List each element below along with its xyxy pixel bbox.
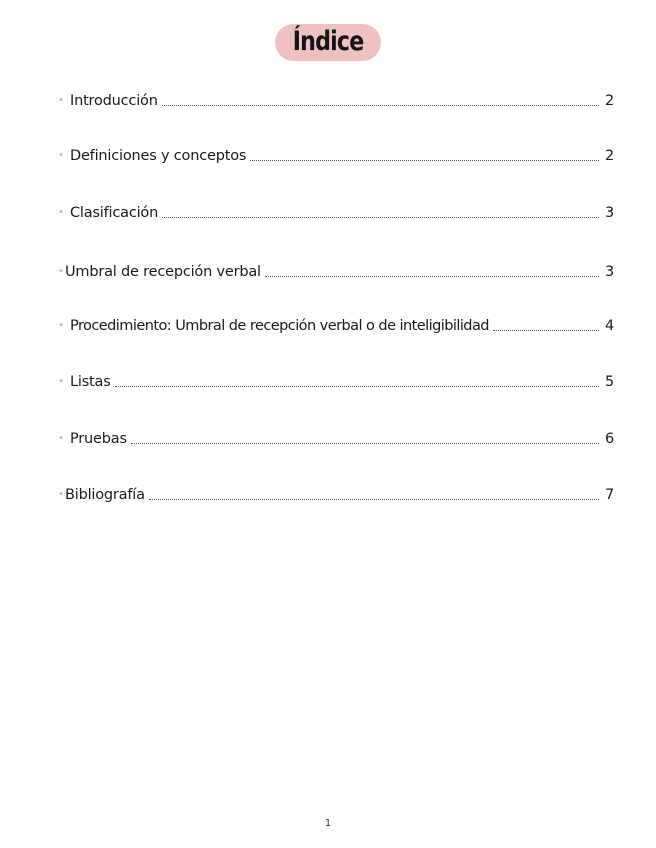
- toc-entry-label: Introducción: [70, 93, 158, 109]
- dot-leader: [493, 329, 599, 331]
- toc-entry-page: 7: [604, 487, 614, 503]
- title-area: [0, 24, 656, 61]
- toc-entry-label: Umbral de recepción verbal: [65, 264, 261, 280]
- dot-leader: [162, 104, 599, 106]
- page-title: Índice: [292, 26, 364, 57]
- bullet-icon: •: [58, 433, 64, 444]
- title-highlight: [275, 24, 381, 61]
- bullet-icon: •: [58, 207, 64, 218]
- bullet-icon: •: [58, 489, 64, 500]
- toc-entry-bibliografia: [58, 480, 614, 504]
- toc-entry-page: 2: [604, 148, 614, 164]
- dot-leader: [115, 385, 599, 387]
- dot-leader: [131, 442, 599, 444]
- toc-entry-page: 3: [604, 205, 614, 221]
- toc-entry-procedimiento: [58, 311, 614, 335]
- toc-entry-page: 2: [604, 93, 614, 109]
- toc-entry-label: Clasificación: [70, 205, 159, 221]
- footer-page-number: 1: [324, 818, 332, 829]
- dot-leader: [149, 498, 599, 500]
- toc-entry-pruebas: [58, 424, 614, 448]
- toc-entry-umbral: [58, 257, 614, 281]
- toc-entry-label: Procedimiento: Umbral de recepción verbal o de inteligibilidad: [70, 318, 489, 334]
- toc-entry-clasificacion: [58, 198, 614, 222]
- toc-entry-page: 3: [604, 264, 614, 280]
- toc-entry-label: Definiciones y conceptos: [70, 148, 247, 164]
- toc-entry-page: 4: [604, 318, 614, 334]
- toc-entry-introduccion: [58, 86, 614, 110]
- toc-entry-definiciones: [58, 141, 614, 165]
- toc-entry-page: 5: [604, 374, 614, 390]
- toc-entry-page: 6: [604, 431, 614, 447]
- bullet-icon: •: [58, 150, 64, 161]
- bullet-icon: •: [58, 266, 64, 277]
- toc-entry-label: Bibliografía: [65, 487, 145, 503]
- bullet-icon: •: [58, 376, 64, 387]
- toc-entry-label: Listas: [70, 374, 111, 390]
- bullet-icon: •: [58, 320, 64, 331]
- toc-entry-label: Pruebas: [70, 431, 127, 447]
- toc-entry-listas: [58, 367, 614, 391]
- dot-leader: [265, 275, 599, 277]
- bullet-icon: •: [58, 95, 64, 106]
- dot-leader: [162, 216, 599, 218]
- dot-leader: [250, 159, 599, 161]
